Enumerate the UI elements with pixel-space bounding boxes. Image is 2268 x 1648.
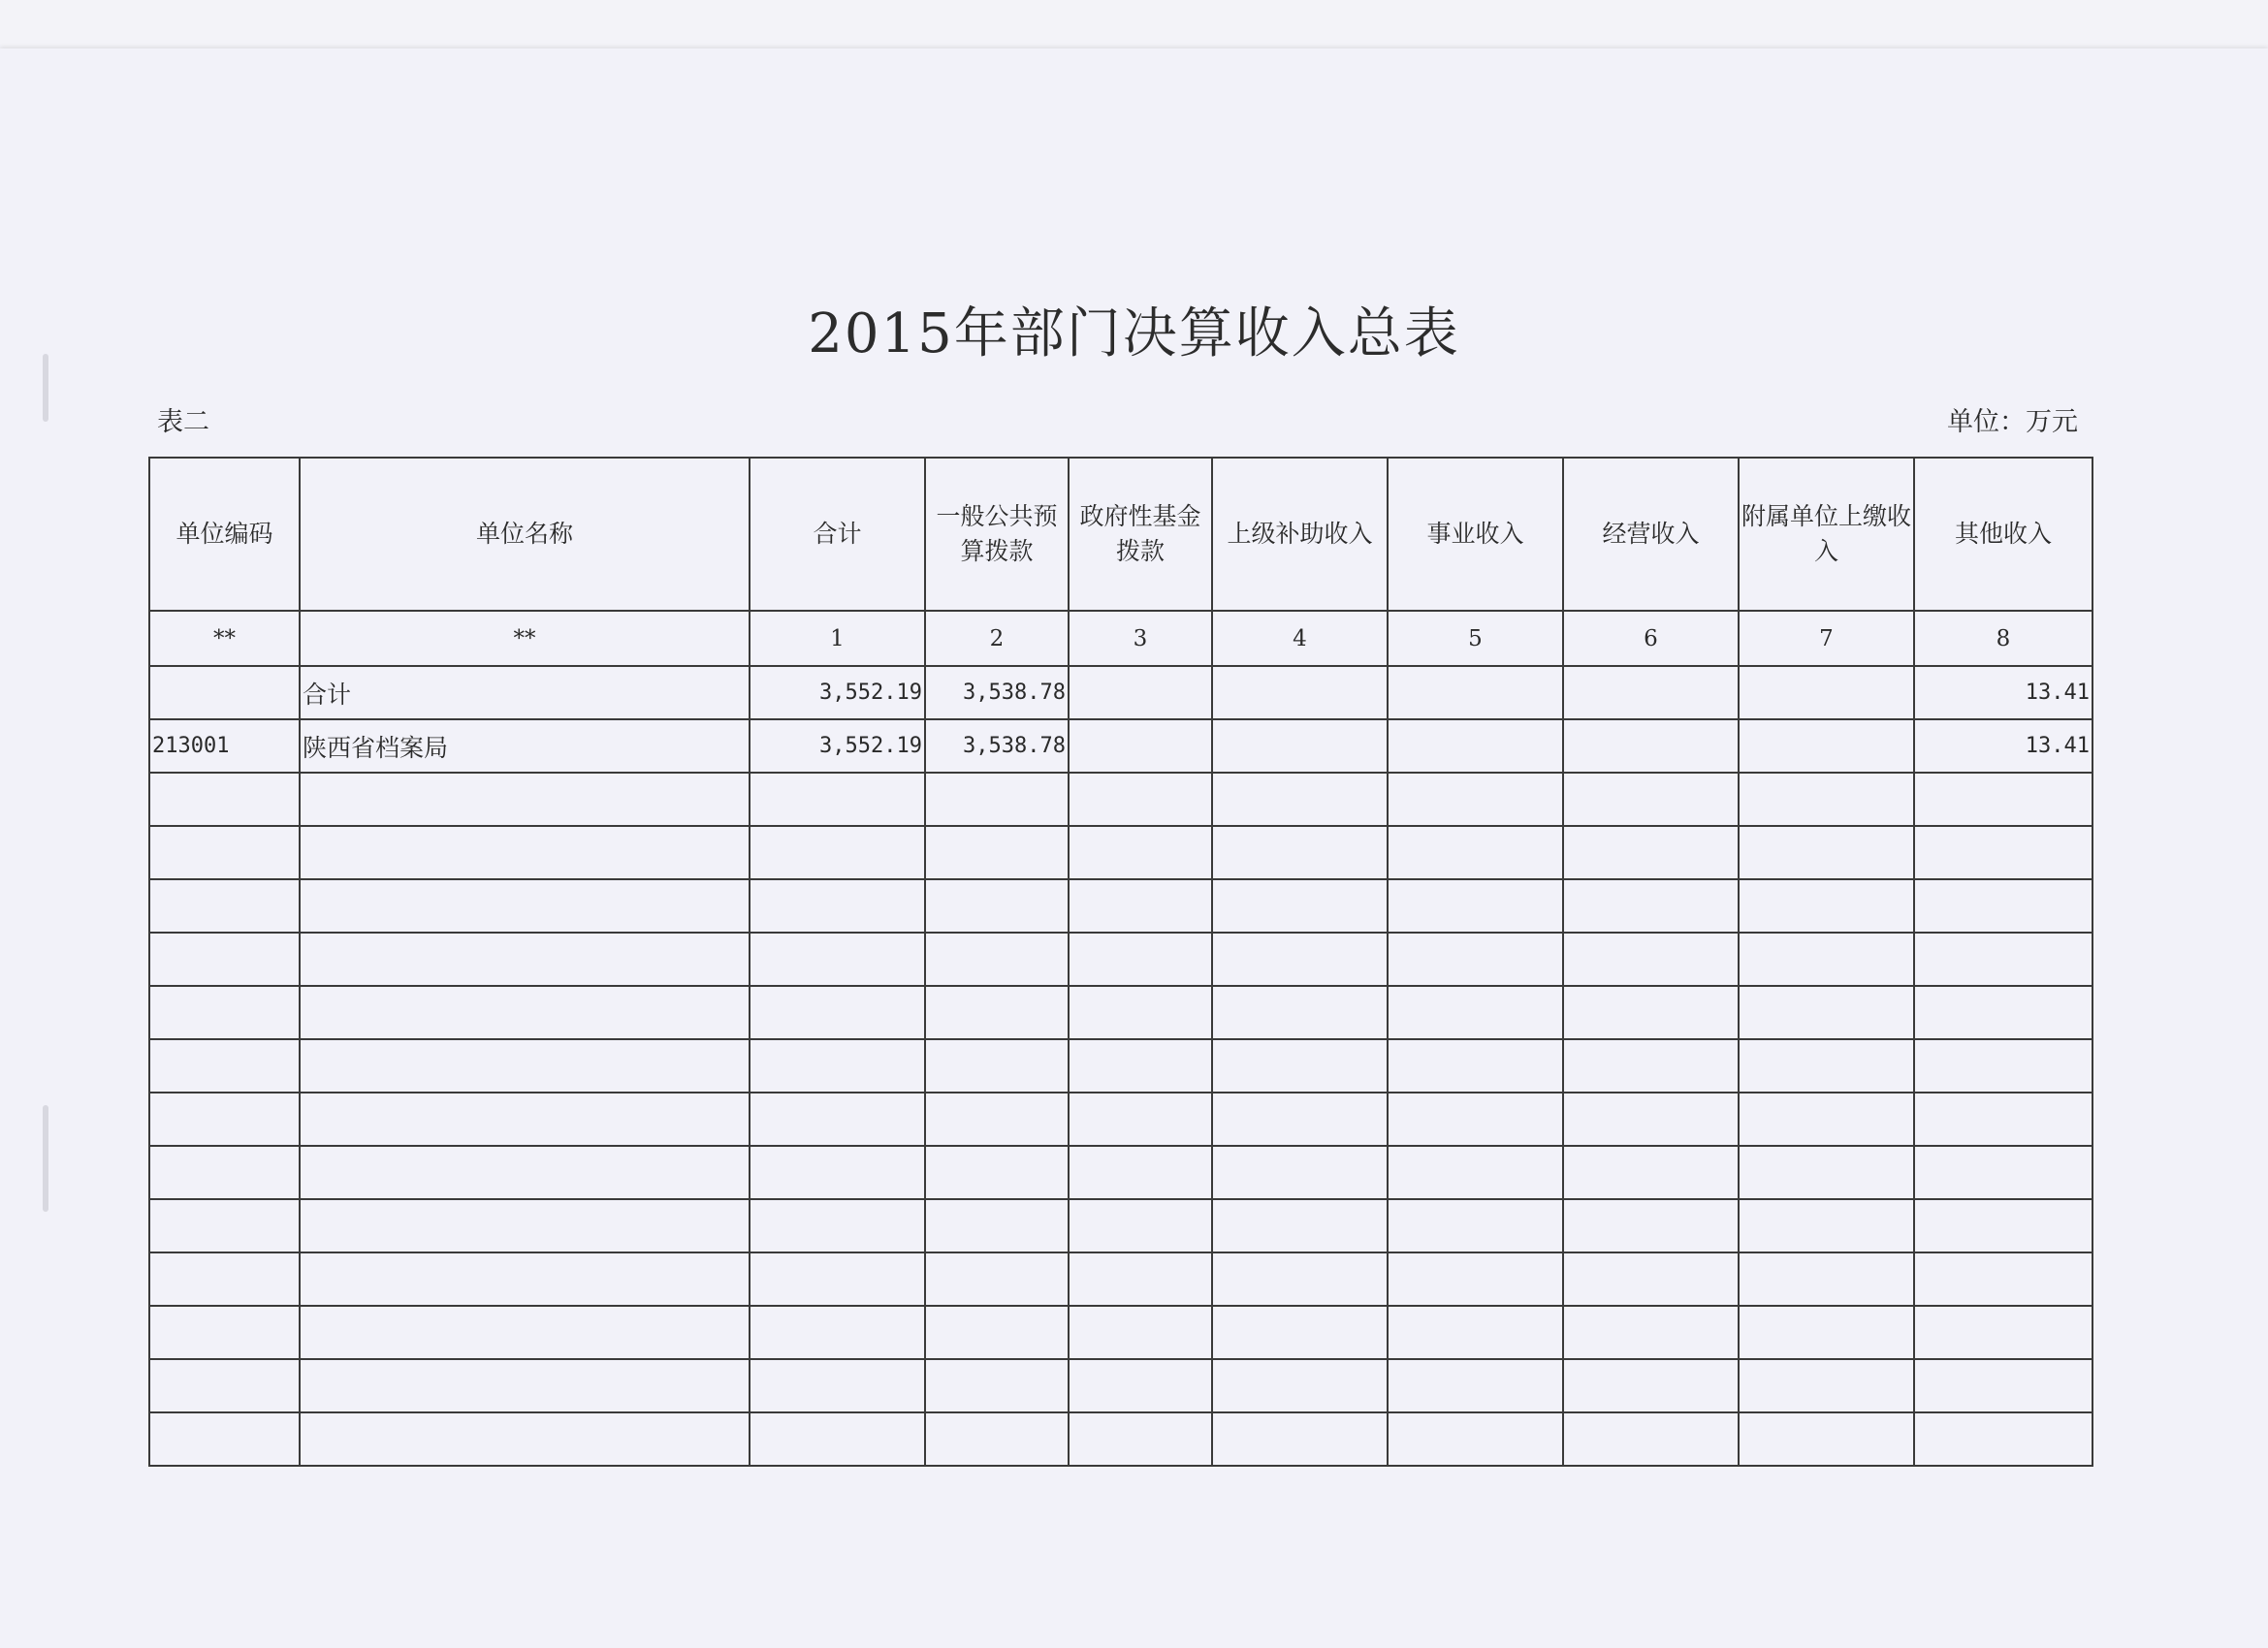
total-cell: 3,552.19	[750, 666, 925, 719]
empty-cell	[1069, 986, 1212, 1039]
empty-cell	[149, 1359, 300, 1412]
col-header-general-budget: 一般公共预算拨款	[925, 458, 1069, 611]
index-cell: **	[149, 611, 300, 666]
total-cell: 3,552.19	[750, 719, 925, 773]
empty-cell	[1563, 1306, 1739, 1359]
col-header-total: 合计	[750, 458, 925, 611]
empty-cell	[1739, 1252, 1914, 1306]
unit-label: 单位：万元	[1947, 407, 2078, 437]
empty-row	[149, 1359, 2092, 1412]
empty-cell	[1563, 879, 1739, 933]
empty-row	[149, 1412, 2092, 1466]
empty-cell	[1563, 933, 1739, 986]
empty-cell	[1739, 1412, 1914, 1466]
empty-cell	[1212, 1252, 1388, 1306]
empty-cell	[925, 1039, 1069, 1093]
empty-cell	[300, 986, 750, 1039]
empty-cell	[1739, 1199, 1914, 1252]
other-income-cell: 13.41	[1914, 719, 2092, 773]
empty-cell	[1914, 1412, 2092, 1466]
empty-cell	[750, 1359, 925, 1412]
empty-cell	[300, 1093, 750, 1146]
empty-cell	[300, 773, 750, 826]
empty-cell	[1563, 1093, 1739, 1146]
empty-cell	[149, 1412, 300, 1466]
empty-cell	[149, 1252, 300, 1306]
empty-row	[149, 1306, 2092, 1359]
empty-cell	[925, 826, 1069, 879]
empty-cell	[149, 986, 300, 1039]
empty-cell	[1069, 879, 1212, 933]
empty-cell	[925, 1146, 1069, 1199]
page-title: 2015年部门决算收入总表	[808, 302, 1460, 365]
empty-cell	[1388, 773, 1563, 826]
empty-cell	[1388, 1199, 1563, 1252]
empty-cell	[1388, 1039, 1563, 1093]
empty-cell	[1739, 1039, 1914, 1093]
index-cell: 2	[925, 611, 1069, 666]
empty-cell	[750, 1252, 925, 1306]
empty-cell	[1739, 1306, 1914, 1359]
empty-cell	[750, 773, 925, 826]
empty-cell	[1563, 1412, 1739, 1466]
general-budget-cell: 3,538.78	[925, 666, 1069, 719]
empty-cell	[925, 773, 1069, 826]
empty-cell	[149, 933, 300, 986]
empty-cell	[1069, 1093, 1212, 1146]
empty-cell	[750, 1093, 925, 1146]
empty-cell	[750, 1412, 925, 1466]
business-income-cell	[1388, 719, 1563, 773]
unit-name-cell: 合计	[300, 666, 750, 719]
empty-cell	[1212, 1199, 1388, 1252]
superior-subsidy-cell	[1212, 666, 1388, 719]
empty-cell	[925, 1093, 1069, 1146]
empty-cell	[1069, 1199, 1212, 1252]
empty-cell	[1739, 826, 1914, 879]
empty-cell	[300, 879, 750, 933]
empty-cell	[1739, 879, 1914, 933]
other-income-cell: 13.41	[1914, 666, 2092, 719]
income-summary-table	[148, 457, 2093, 1467]
superior-subsidy-cell	[1212, 719, 1388, 773]
empty-cell	[1069, 1146, 1212, 1199]
empty-cell	[750, 879, 925, 933]
index-cell: 4	[1212, 611, 1388, 666]
empty-cell	[1914, 879, 2092, 933]
empty-cell	[149, 1306, 300, 1359]
index-cell: 3	[1069, 611, 1212, 666]
empty-cell	[1212, 986, 1388, 1039]
empty-cell	[1914, 986, 2092, 1039]
empty-row	[149, 773, 2092, 826]
empty-cell	[1388, 1252, 1563, 1306]
operating-income-cell	[1563, 719, 1739, 773]
punch-mark	[43, 1105, 48, 1212]
index-cell: **	[300, 611, 750, 666]
empty-cell	[1388, 1093, 1563, 1146]
empty-cell	[1212, 933, 1388, 986]
empty-row	[149, 826, 2092, 879]
gov-fund-cell	[1069, 666, 1212, 719]
empty-cell	[1212, 1093, 1388, 1146]
business-income-cell	[1388, 666, 1563, 719]
empty-row	[149, 1199, 2092, 1252]
empty-cell	[300, 1252, 750, 1306]
empty-cell	[300, 1359, 750, 1412]
empty-cell	[750, 826, 925, 879]
empty-cell	[1914, 773, 2092, 826]
empty-cell	[1914, 1359, 2092, 1412]
gov-fund-cell	[1069, 719, 1212, 773]
operating-income-cell	[1563, 666, 1739, 719]
table-row	[149, 719, 2092, 773]
col-header-operating-income: 经营收入	[1563, 458, 1739, 611]
empty-cell	[750, 933, 925, 986]
empty-cell	[149, 773, 300, 826]
empty-cell	[1069, 1306, 1212, 1359]
empty-cell	[1069, 773, 1212, 826]
col-header-unit-name: 单位名称	[300, 458, 750, 611]
empty-cell	[925, 1199, 1069, 1252]
empty-cell	[1212, 1039, 1388, 1093]
empty-cell	[300, 933, 750, 986]
empty-cell	[1563, 1252, 1739, 1306]
empty-row	[149, 1146, 2092, 1199]
empty-cell	[1388, 826, 1563, 879]
unit-name-cell: 陕西省档案局	[300, 719, 750, 773]
empty-cell	[1212, 773, 1388, 826]
index-cell: 1	[750, 611, 925, 666]
empty-cell	[925, 986, 1069, 1039]
col-header-other-income: 其他收入	[1914, 458, 2092, 611]
empty-cell	[149, 826, 300, 879]
empty-cell	[149, 1199, 300, 1252]
empty-cell	[1388, 1359, 1563, 1412]
empty-cell	[1563, 1199, 1739, 1252]
empty-cell	[925, 933, 1069, 986]
empty-cell	[1069, 1039, 1212, 1093]
empty-cell	[1563, 773, 1739, 826]
empty-cell	[750, 986, 925, 1039]
empty-cell	[925, 1306, 1069, 1359]
empty-cell	[1563, 1146, 1739, 1199]
empty-cell	[1739, 986, 1914, 1039]
empty-cell	[1069, 826, 1212, 879]
table-row	[149, 666, 2092, 719]
empty-row	[149, 879, 2092, 933]
empty-cell	[1914, 1039, 2092, 1093]
empty-cell	[1388, 1146, 1563, 1199]
empty-cell	[1739, 933, 1914, 986]
empty-cell	[1563, 1039, 1739, 1093]
empty-cell	[300, 1306, 750, 1359]
empty-cell	[149, 1039, 300, 1093]
empty-cell	[300, 1199, 750, 1252]
general-budget-cell: 3,538.78	[925, 719, 1069, 773]
affiliated-income-cell	[1739, 666, 1914, 719]
empty-cell	[300, 1412, 750, 1466]
index-row	[149, 611, 2092, 666]
empty-cell	[149, 1093, 300, 1146]
empty-cell	[1212, 1359, 1388, 1412]
empty-cell	[925, 1412, 1069, 1466]
empty-cell	[1914, 1199, 2092, 1252]
empty-row	[149, 1093, 2092, 1146]
empty-cell	[1212, 826, 1388, 879]
sheet-number: 表二	[157, 407, 209, 437]
empty-cell	[1069, 1412, 1212, 1466]
empty-cell	[1069, 933, 1212, 986]
empty-cell	[1914, 1146, 2092, 1199]
empty-cell	[1069, 1252, 1212, 1306]
empty-cell	[1739, 1146, 1914, 1199]
empty-cell	[1388, 986, 1563, 1039]
empty-cell	[925, 879, 1069, 933]
empty-cell	[1069, 1359, 1212, 1412]
empty-cell	[300, 1039, 750, 1093]
empty-cell	[1388, 879, 1563, 933]
empty-cell	[1563, 986, 1739, 1039]
empty-cell	[300, 826, 750, 879]
col-header-superior-subsidy: 上级补助收入	[1212, 458, 1388, 611]
unit-code-cell: 213001	[149, 719, 300, 773]
index-cell: 5	[1388, 611, 1563, 666]
empty-cell	[1212, 1412, 1388, 1466]
empty-cell	[1563, 1359, 1739, 1412]
col-header-gov-fund: 政府性基金拨款	[1069, 458, 1212, 611]
empty-cell	[1739, 1359, 1914, 1412]
empty-cell	[750, 1146, 925, 1199]
empty-cell	[1388, 1306, 1563, 1359]
index-cell: 7	[1739, 611, 1914, 666]
empty-cell	[1388, 933, 1563, 986]
empty-cell	[1212, 879, 1388, 933]
col-header-affiliated-income: 附属单位上缴收入	[1739, 458, 1914, 611]
empty-cell	[1914, 1306, 2092, 1359]
empty-cell	[1739, 1093, 1914, 1146]
empty-row	[149, 1039, 2092, 1093]
empty-cell	[1914, 933, 2092, 986]
empty-cell	[1388, 1412, 1563, 1466]
empty-cell	[1914, 1093, 2092, 1146]
empty-cell	[750, 1306, 925, 1359]
index-cell: 8	[1914, 611, 2092, 666]
empty-cell	[1212, 1146, 1388, 1199]
empty-cell	[1739, 773, 1914, 826]
empty-cell	[1914, 826, 2092, 879]
empty-cell	[1563, 826, 1739, 879]
empty-cell	[925, 1359, 1069, 1412]
empty-cell	[149, 1146, 300, 1199]
empty-row	[149, 986, 2092, 1039]
empty-cell	[149, 879, 300, 933]
unit-code-cell	[149, 666, 300, 719]
index-cell: 6	[1563, 611, 1739, 666]
empty-cell	[750, 1199, 925, 1252]
empty-cell	[750, 1039, 925, 1093]
empty-cell	[1212, 1306, 1388, 1359]
col-header-unit-code: 单位编码	[149, 458, 300, 611]
empty-row	[149, 1252, 2092, 1306]
col-header-business-income: 事业收入	[1388, 458, 1563, 611]
header-row	[149, 458, 2092, 611]
empty-cell	[925, 1252, 1069, 1306]
empty-cell	[1914, 1252, 2092, 1306]
affiliated-income-cell	[1739, 719, 1914, 773]
empty-row	[149, 933, 2092, 986]
empty-cell	[300, 1146, 750, 1199]
